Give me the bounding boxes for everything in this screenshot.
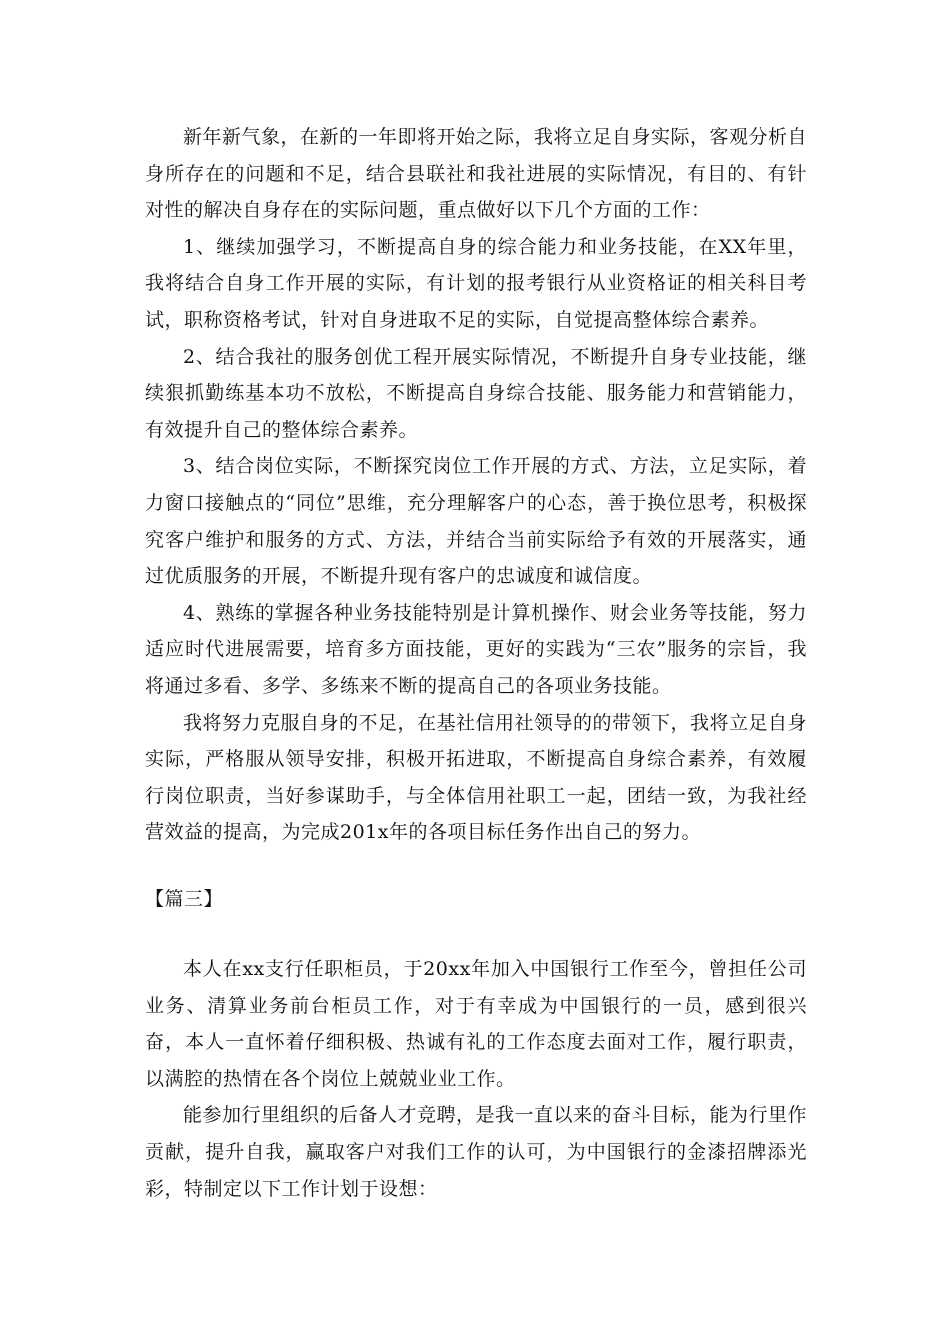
intro-paragraph: 新年新气象，在新的一年即将开始之际，我将立足自身实际，客观分析自身所存在的问题和不足，结合县联社和我社进展的实际情况，有目的、有针对性的解决自身存在的实际问题，重点做好以下几个方面的工作： [145,126,808,222]
part2-goal-paragraph: 能参加行里组织的后备人才竞聘，是我一直以来的奋斗目标，能为行里作贡献，提升自我，赢取客户对我们工作的认可，为中国银行的金漆招牌添光彩，特制定以下工作计划于设想： [145,1104,808,1200]
part2-body [145,951,807,1207]
plan-item-1: 1、继续加强学习，不断提高自身的综合能力和业务技能，在XX年里，我将结合自身工作开展的实际，有计划的报考银行从业资格证的相关科目考试，职称资格考试，针对自身进取不足的实际，自觉提高整体综合素养。 [145,235,807,331]
plan-item-3: 3、结合岗位实际，不断探究岗位工作开展的方式、方法，立足实际，着力窗口接触点的“同位”思维，充分理解客户的心态，善于换位思考，积极探究客户维护和服务的方式、方法，并结合当前实际给予有效的开展落实，通过优质服务的开展，不断提升现有客户的忠诚度和诚信度。 [145,455,807,588]
closing-paragraph: 我将努力克服自身的不足，在基社信用社领导的的带领下，我将立足自身实际，严格服从领导安排，积极开拓进取，不断提高自身综合素养，有效履行岗位职责，当好参谋助手，与全体信用社职工一起，团结一致，为我社经营效益的提高，为完成201x年的各项目标任务作出自己的努力。 [145,711,808,844]
plan-item-2: 2、结合我社的服务创优工程开展实际情况，不断提升自身专业技能，继续狠抓勤练基本功不放松，不断提高自身综合技能、服务能力和营销能力，有效提升自己的整体综合素养。 [145,345,807,441]
section-heading: 【篇三】 [145,888,224,910]
plan-item-4: 4、熟练的掌握各种业务技能特别是计算机操作、财会业务等技能，努力适应时代进展需要，培育多方面技能，更好的实践为“三农”服务的宗旨，我将通过多看、多学、多练来不断的提高自己的各项业务技能。 [145,601,807,697]
part1-body [145,119,807,851]
part2-intro-paragraph: 本人在xx支行任职柜员，于20xx年加入中国银行工作至今，曾担任公司业务、清算业务前台柜员工作，对于有幸成为中国银行的一员，感到很兴奋，本人一直怀着仔细积极、热诚有礼的工作态度去面对工作，履行职责，以满腔的热情在各个岗位上兢兢业业工作。 [145,958,807,1090]
